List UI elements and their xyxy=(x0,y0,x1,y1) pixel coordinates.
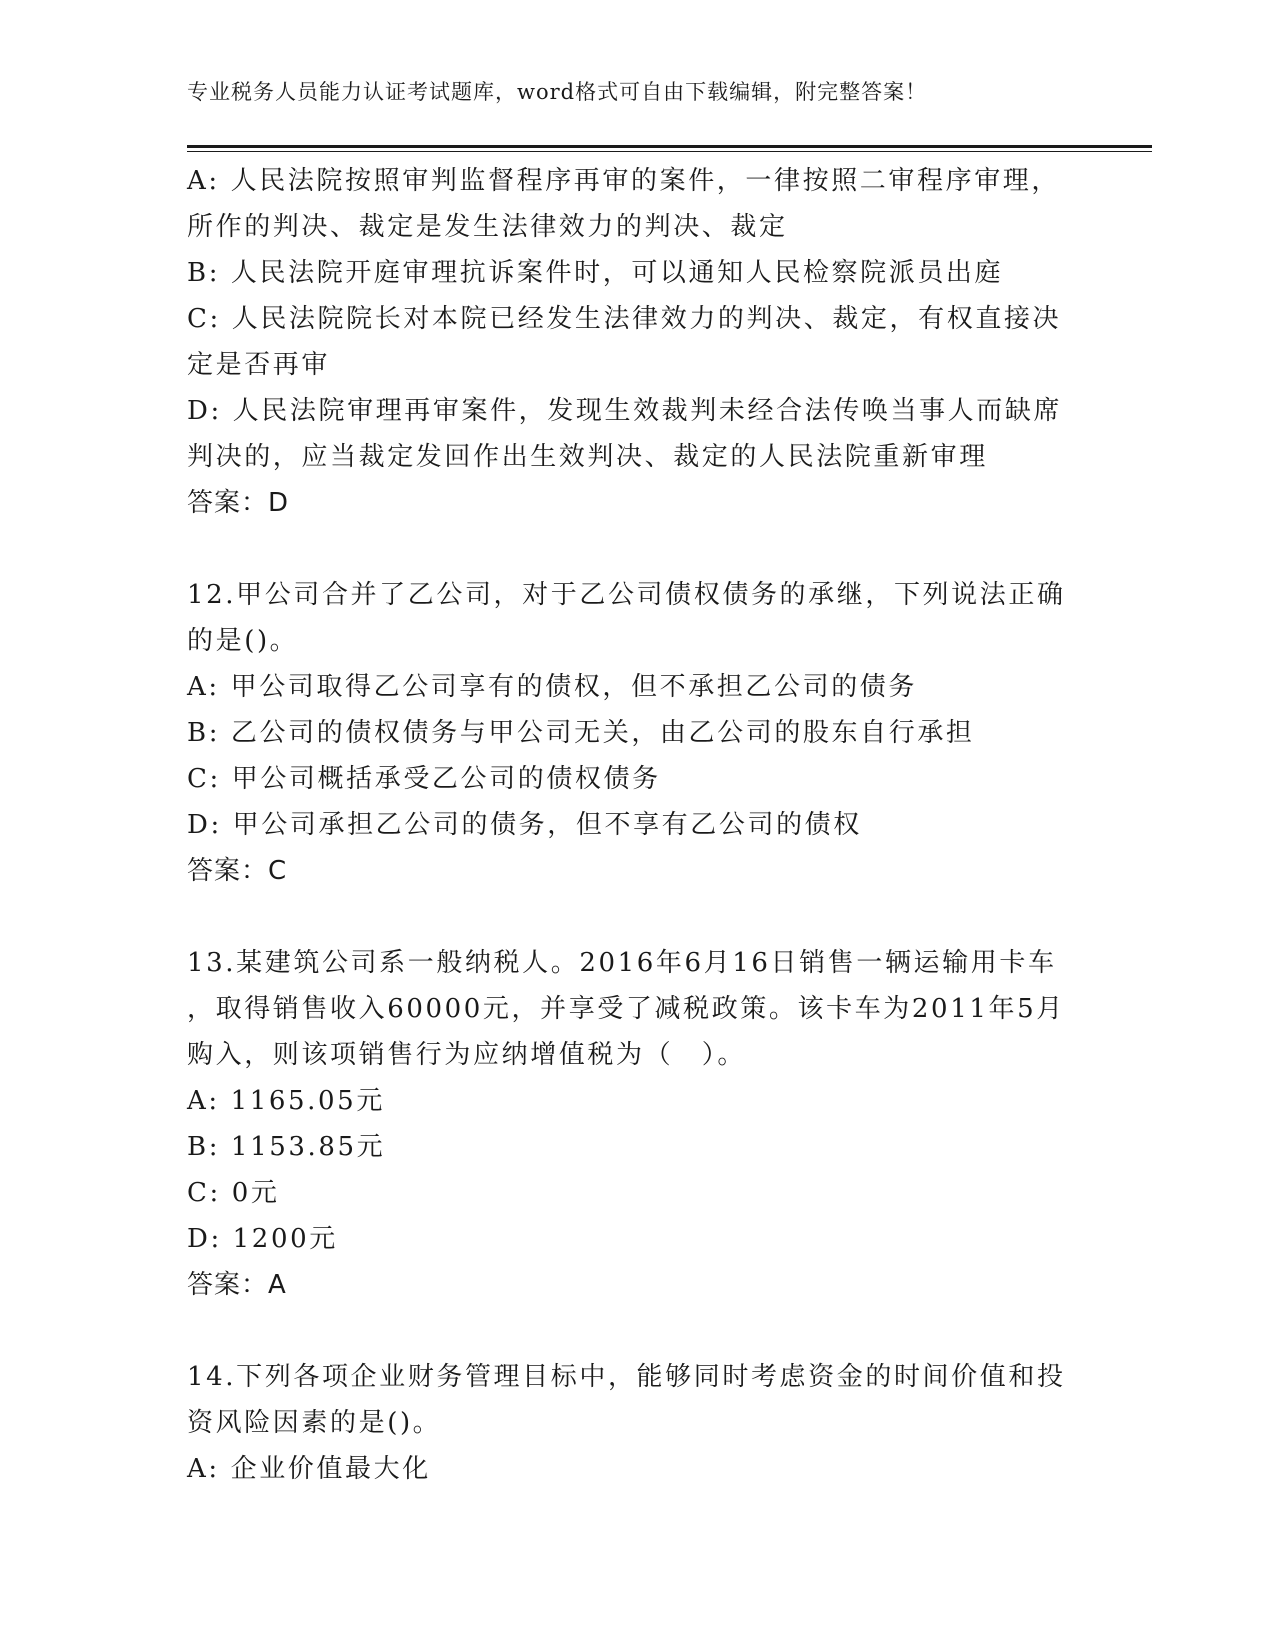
option-b-line-1: B: 1153.85元 xyxy=(187,1132,386,1162)
answer-line: 答案：C xyxy=(187,856,288,886)
question-content xyxy=(187,158,1087,1492)
option-a-line-1: A: 甲公司取得乙公司享有的债权，但不承担乙公司的债务 xyxy=(187,672,918,702)
option-b-line-1: B: 人民法院开庭审理抗诉案件时，可以通知人民检察院派员出庭 xyxy=(187,258,1004,288)
block-spacer xyxy=(187,526,1087,572)
option-a-line-1: A: 企业价值最大化 xyxy=(187,1454,431,1484)
question-line-2: 的是()。 xyxy=(187,626,299,656)
option-a-line-2: 所作的判决、裁定是发生法律效力的判决、裁定 xyxy=(187,212,788,242)
option-c-line-2: 定是否再审 xyxy=(187,350,331,380)
question-block-13 xyxy=(187,940,1087,1308)
option-a-line-1: A: 人民法院按照审判监督程序再审的案件，一律按照二审程序审理， xyxy=(187,166,1061,196)
question-line-2: 资风险因素的是()。 xyxy=(187,1408,442,1438)
option-a-line-1: A: 1165.05元 xyxy=(187,1086,385,1116)
block-spacer xyxy=(187,1308,1087,1354)
question-line-3: 购入，则该项销售行为应纳增值税为（ ）。 xyxy=(187,1040,747,1070)
option-c-line-1: C: 人民法院院长对本院已经发生法律效力的判决、裁定，有权直接决 xyxy=(187,304,1062,334)
option-d-line-2: 判决的，应当裁定发回作出生效判决、裁定的人民法院重新审理 xyxy=(187,442,988,472)
question-line-1: 14.下列各项企业财务管理目标中，能够同时考虑资金的时间价值和投 xyxy=(187,1362,1066,1392)
question-block-14 xyxy=(187,1354,1087,1492)
option-b-line-1: B: 乙公司的债权债务与甲公司无关，由乙公司的股东自行承担 xyxy=(187,718,975,748)
header-rule-thin xyxy=(187,151,1152,152)
option-c-line-1: C: 甲公司概括承受乙公司的债权债务 xyxy=(187,764,661,794)
question-block-12 xyxy=(187,572,1087,894)
block-spacer xyxy=(187,894,1087,940)
question-line-1: 12.甲公司合并了乙公司，对于乙公司债权债务的承继，下列说法正确 xyxy=(187,580,1066,610)
question-line-1: 13.某建筑公司系一般纳税人。2016年6月16日销售一辆运输用卡车 xyxy=(187,948,1057,978)
question-line-2: ，取得销售收入60000元，并享受了减税政策。该卡车为2011年5月 xyxy=(187,994,1065,1024)
page-header: 专业税务人员能力认证考试题库，word格式可自由下载编辑，附完整答案！ xyxy=(187,80,928,104)
option-d-line-1: D: 甲公司承担乙公司的债务，但不享有乙公司的债权 xyxy=(187,810,862,840)
option-d-line-1: D: 人民法院审理再审案件，发现生效裁判未经合法传唤当事人而缺席 xyxy=(187,396,1063,426)
option-c-line-1: C: 0元 xyxy=(187,1178,280,1208)
question-block-11 xyxy=(187,158,1087,526)
answer-line: 答案：A xyxy=(187,1270,287,1300)
header-rule-thick xyxy=(187,145,1152,148)
option-d-line-1: D: 1200元 xyxy=(187,1224,338,1254)
answer-line: 答案：D xyxy=(187,488,290,518)
